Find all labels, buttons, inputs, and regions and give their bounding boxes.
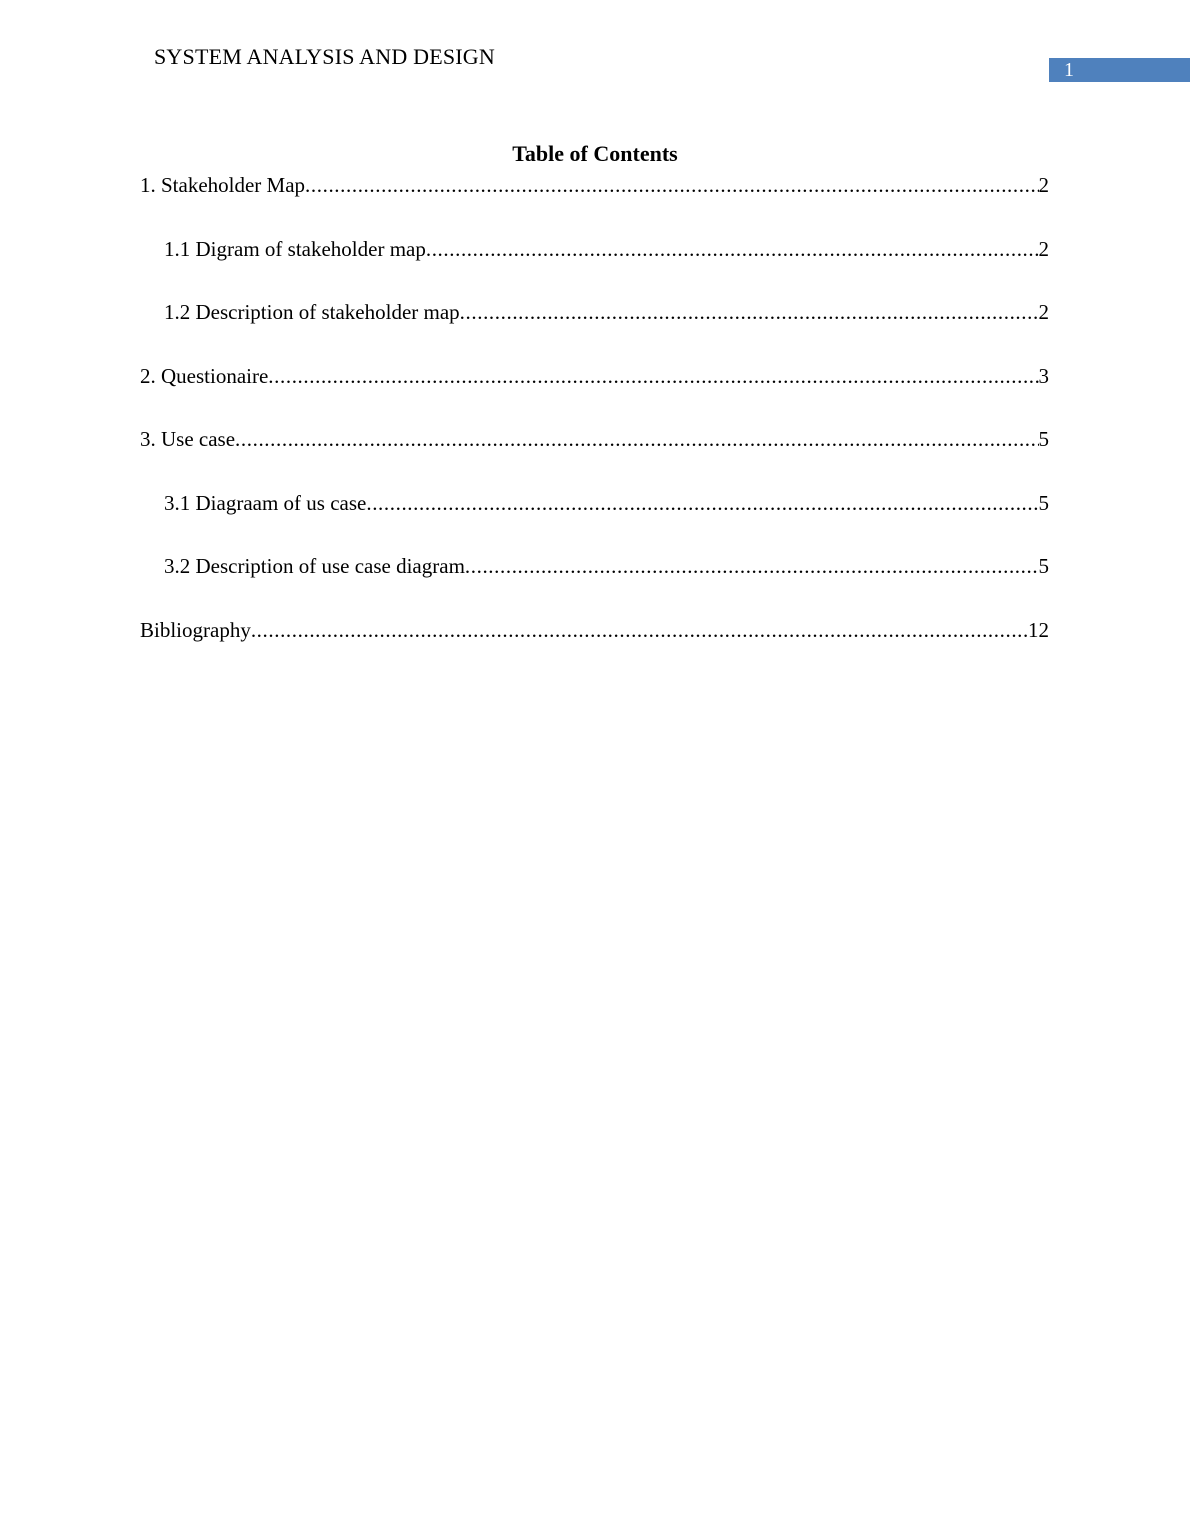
toc-entry-stakeholder-map-diagram[interactable] [140, 235, 1049, 299]
toc-entry-label: Bibliography [140, 617, 251, 642]
toc-dot-leader [460, 298, 1039, 326]
toc-entry-stakeholder-map[interactable] [140, 171, 1049, 235]
toc-dot-leader [465, 552, 1039, 580]
toc-entry-page: 5 [1038, 427, 1049, 451]
toc-title: Table of Contents [512, 141, 678, 166]
toc-entry-label: 3.1 Diagraam of us case [164, 490, 367, 515]
page-number-badge [1049, 58, 1190, 82]
toc-entry-use-case-description[interactable] [140, 552, 1049, 616]
toc-entry-label: 3.2 Description of use case diagram [164, 554, 465, 578]
toc-dot-leader [235, 425, 1038, 453]
toc-entry-page: 2 [1038, 173, 1049, 197]
toc-entry-label: 1. Stakeholder Map [140, 173, 306, 197]
table-of-contents [140, 171, 1049, 679]
toc-dot-leader [251, 616, 1028, 644]
page-number: 1 [1064, 59, 1074, 81]
toc-entry-label: 3. Use case [140, 427, 236, 451]
toc-dot-leader [305, 171, 1038, 199]
toc-entry-label: 1.1 Digram of stakeholder map [164, 236, 426, 261]
toc-dot-leader [426, 235, 1039, 263]
toc-dot-leader [268, 362, 1038, 390]
toc-entry-questionaire[interactable] [140, 362, 1049, 426]
toc-dot-leader [366, 489, 1038, 517]
toc-entry-page: 5 [1038, 554, 1049, 578]
toc-entry-use-case[interactable] [140, 425, 1049, 489]
toc-entry-use-case-diagram[interactable] [140, 489, 1049, 553]
running-header-title: SYSTEM ANALYSIS AND DESIGN [154, 44, 495, 69]
toc-entry-label: 1.2 Description of stakeholder map [164, 300, 460, 324]
toc-entry-page: 2 [1038, 236, 1049, 261]
toc-entry-page: 5 [1038, 490, 1049, 515]
toc-entry-page: 3 [1038, 363, 1049, 388]
toc-entry-bibliography[interactable] [140, 616, 1049, 680]
toc-entry-label: 2. Questionaire [140, 363, 269, 388]
toc-entry-page: 2 [1038, 300, 1049, 324]
toc-entry-stakeholder-map-description[interactable] [140, 298, 1049, 362]
toc-entry-page: 12 [1028, 617, 1049, 642]
